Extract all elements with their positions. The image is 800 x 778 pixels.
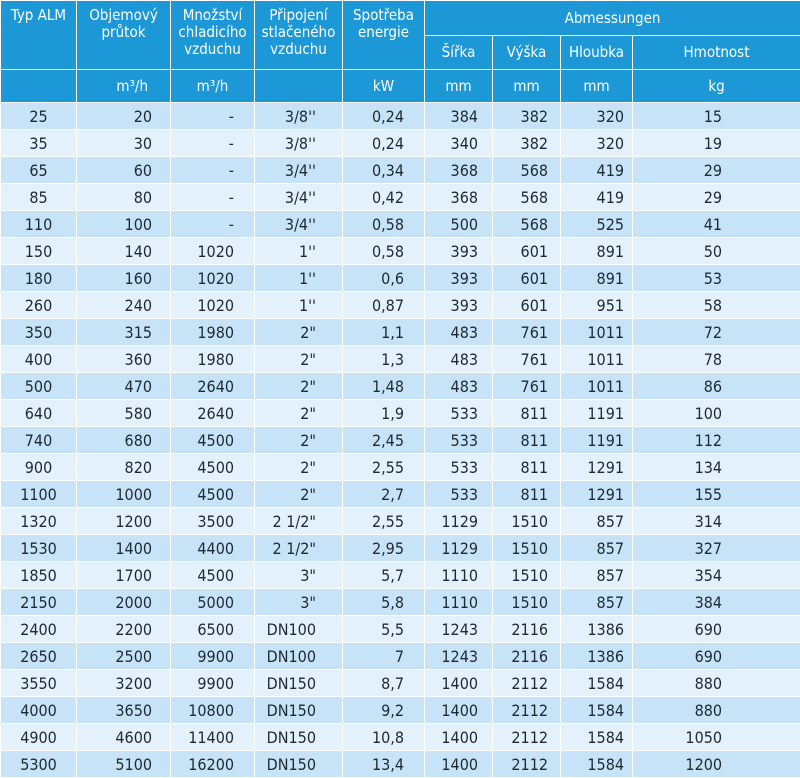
cell-pripojeni: DN150	[255, 670, 343, 697]
cell-sirka: 533	[425, 481, 493, 508]
cell-typ: 900	[1, 454, 77, 481]
cell-hloubka: 1584	[561, 670, 633, 697]
cell-sirka: 1243	[425, 643, 493, 670]
cell-spotreba: 1,1	[343, 319, 425, 346]
cell-sirka: 483	[425, 319, 493, 346]
unit-pripojeni	[255, 70, 343, 103]
cell-vyska: 2116	[493, 616, 561, 643]
table-row	[1, 724, 800, 751]
cell-vyska: 1510	[493, 508, 561, 535]
cell-typ: 110	[1, 211, 77, 238]
cell-sirka: 1129	[425, 535, 493, 562]
cell-sirka: 1400	[425, 670, 493, 697]
cell-typ: 400	[1, 346, 77, 373]
cell-sirka: 483	[425, 346, 493, 373]
cell-typ: 2650	[1, 643, 77, 670]
cell-mnozstvi: -	[171, 211, 255, 238]
cell-prutok: 4600	[77, 724, 171, 751]
cell-mnozstvi: 4500	[171, 481, 255, 508]
cell-spotreba: 0,87	[343, 292, 425, 319]
cell-hmotnost: 72	[633, 319, 800, 346]
unit-sirka: mm	[425, 70, 493, 103]
cell-hmotnost: 155	[633, 481, 800, 508]
unit-vyska: mm	[493, 70, 561, 103]
cell-prutok: 3200	[77, 670, 171, 697]
cell-typ: 150	[1, 238, 77, 265]
cell-prutok: 30	[77, 130, 171, 157]
table-row	[1, 643, 800, 670]
cell-sirka: 1129	[425, 508, 493, 535]
cell-spotreba: 5,7	[343, 562, 425, 589]
cell-hmotnost: 134	[633, 454, 800, 481]
cell-hmotnost: 41	[633, 211, 800, 238]
cell-hloubka: 951	[561, 292, 633, 319]
cell-pripojeni: 1''	[255, 292, 343, 319]
cell-hloubka: 320	[561, 130, 633, 157]
cell-typ: 25	[1, 103, 77, 130]
cell-vyska: 601	[493, 265, 561, 292]
table-row	[1, 292, 800, 319]
cell-hmotnost: 384	[633, 589, 800, 616]
cell-mnozstvi: 4500	[171, 454, 255, 481]
table-row	[1, 751, 800, 778]
cell-prutok: 2000	[77, 589, 171, 616]
table-row	[1, 103, 800, 130]
cell-vyska: 601	[493, 238, 561, 265]
cell-pripojeni: 3/8''	[255, 130, 343, 157]
cell-vyska: 2116	[493, 643, 561, 670]
cell-vyska: 2112	[493, 697, 561, 724]
cell-pripojeni: 2"	[255, 319, 343, 346]
cell-typ: 35	[1, 130, 77, 157]
cell-vyska: 1510	[493, 535, 561, 562]
cell-hloubka: 1191	[561, 427, 633, 454]
cell-hmotnost: 86	[633, 373, 800, 400]
cell-prutok: 80	[77, 184, 171, 211]
cell-pripojeni: 2 1/2"	[255, 535, 343, 562]
cell-pripojeni: 3/8''	[255, 103, 343, 130]
table-row	[1, 373, 800, 400]
cell-mnozstvi: 1980	[171, 346, 255, 373]
cell-typ: 85	[1, 184, 77, 211]
cell-prutok: 820	[77, 454, 171, 481]
cell-spotreba: 9,2	[343, 697, 425, 724]
table-row	[1, 508, 800, 535]
cell-sirka: 1110	[425, 589, 493, 616]
cell-typ: 740	[1, 427, 77, 454]
cell-hloubka: 419	[561, 157, 633, 184]
table-row	[1, 346, 800, 373]
unit-hmotnost: kg	[633, 70, 800, 103]
cell-mnozstvi: 3500	[171, 508, 255, 535]
unit-hloubka: mm	[561, 70, 633, 103]
cell-pripojeni: 3/4''	[255, 211, 343, 238]
cell-hloubka: 1011	[561, 319, 633, 346]
cell-typ: 350	[1, 319, 77, 346]
cell-hmotnost: 327	[633, 535, 800, 562]
cell-pripojeni: 3/4''	[255, 157, 343, 184]
unit-typ	[1, 70, 77, 103]
cell-spotreba: 13,4	[343, 751, 425, 778]
cell-spotreba: 0,34	[343, 157, 425, 184]
header-vyska: Výška	[493, 36, 561, 70]
table-row	[1, 535, 800, 562]
cell-mnozstvi: 11400	[171, 724, 255, 751]
cell-prutok: 680	[77, 427, 171, 454]
cell-prutok: 360	[77, 346, 171, 373]
cell-spotreba: 0,58	[343, 211, 425, 238]
cell-mnozstvi: 6500	[171, 616, 255, 643]
cell-pripojeni: 1''	[255, 238, 343, 265]
cell-hmotnost: 880	[633, 697, 800, 724]
table-row	[1, 400, 800, 427]
cell-vyska: 1510	[493, 562, 561, 589]
cell-vyska: 761	[493, 319, 561, 346]
cell-prutok: 140	[77, 238, 171, 265]
cell-sirka: 533	[425, 400, 493, 427]
cell-mnozstvi: 5000	[171, 589, 255, 616]
cell-hmotnost: 880	[633, 670, 800, 697]
cell-typ: 260	[1, 292, 77, 319]
cell-spotreba: 1,48	[343, 373, 425, 400]
cell-prutok: 1400	[77, 535, 171, 562]
cell-spotreba: 0,58	[343, 238, 425, 265]
table-row	[1, 616, 800, 643]
cell-pripojeni: DN150	[255, 751, 343, 778]
cell-mnozstvi: 9900	[171, 643, 255, 670]
cell-hloubka: 891	[561, 238, 633, 265]
cell-hloubka: 419	[561, 184, 633, 211]
cell-hmotnost: 78	[633, 346, 800, 373]
cell-pripojeni: 1''	[255, 265, 343, 292]
cell-mnozstvi: 2640	[171, 373, 255, 400]
cell-hloubka: 891	[561, 265, 633, 292]
cell-pripojeni: 2"	[255, 454, 343, 481]
cell-vyska: 2112	[493, 724, 561, 751]
cell-prutok: 20	[77, 103, 171, 130]
cell-pripojeni: DN100	[255, 616, 343, 643]
cell-pripojeni: 2"	[255, 400, 343, 427]
header-hloubka: Hloubka	[561, 36, 633, 70]
cell-pripojeni: 2"	[255, 373, 343, 400]
cell-hmotnost: 29	[633, 157, 800, 184]
cell-sirka: 340	[425, 130, 493, 157]
cell-mnozstvi: 4500	[171, 427, 255, 454]
table-row	[1, 427, 800, 454]
cell-hmotnost: 58	[633, 292, 800, 319]
cell-typ: 180	[1, 265, 77, 292]
table-row	[1, 184, 800, 211]
table-row	[1, 211, 800, 238]
cell-typ: 2400	[1, 616, 77, 643]
cell-sirka: 1400	[425, 697, 493, 724]
unit-prutok: m³/h	[77, 70, 171, 103]
header-pripojeni: Připojení stlačeného vzduchu	[255, 1, 343, 70]
cell-vyska: 761	[493, 346, 561, 373]
cell-pripojeni: 2"	[255, 481, 343, 508]
cell-hloubka: 1191	[561, 400, 633, 427]
table-header	[1, 1, 800, 103]
cell-vyska: 382	[493, 103, 561, 130]
cell-mnozstvi: 4500	[171, 562, 255, 589]
cell-mnozstvi: -	[171, 103, 255, 130]
cell-sirka: 1243	[425, 616, 493, 643]
cell-prutok: 3650	[77, 697, 171, 724]
table-row	[1, 697, 800, 724]
cell-mnozstvi: 1020	[171, 265, 255, 292]
cell-hloubka: 320	[561, 103, 633, 130]
cell-hmotnost: 100	[633, 400, 800, 427]
cell-hmotnost: 1200	[633, 751, 800, 778]
cell-spotreba: 2,95	[343, 535, 425, 562]
cell-spotreba: 10,8	[343, 724, 425, 751]
table-row	[1, 454, 800, 481]
cell-typ: 2150	[1, 589, 77, 616]
cell-prutok: 2200	[77, 616, 171, 643]
cell-spotreba: 1,3	[343, 346, 425, 373]
table-row	[1, 157, 800, 184]
table-row	[1, 265, 800, 292]
cell-typ: 4000	[1, 697, 77, 724]
cell-mnozstvi: 1020	[171, 238, 255, 265]
cell-typ: 1320	[1, 508, 77, 535]
cell-mnozstvi: 2640	[171, 400, 255, 427]
cell-hloubka: 857	[561, 535, 633, 562]
header-hmotnost: Hmotnost	[633, 36, 800, 70]
cell-hloubka: 1584	[561, 751, 633, 778]
cell-prutok: 1700	[77, 562, 171, 589]
cell-vyska: 2112	[493, 670, 561, 697]
cell-mnozstvi: 16200	[171, 751, 255, 778]
cell-prutok: 2500	[77, 643, 171, 670]
header-typ: Typ ALM	[1, 1, 77, 70]
cell-typ: 65	[1, 157, 77, 184]
cell-sirka: 533	[425, 427, 493, 454]
cell-hmotnost: 314	[633, 508, 800, 535]
cell-prutok: 470	[77, 373, 171, 400]
cell-pripojeni: 2"	[255, 346, 343, 373]
cell-pripojeni: 3"	[255, 589, 343, 616]
cell-typ: 4900	[1, 724, 77, 751]
cell-hmotnost: 112	[633, 427, 800, 454]
cell-prutok: 5100	[77, 751, 171, 778]
header-abmessungen: Abmessungen	[425, 1, 800, 36]
cell-typ: 1100	[1, 481, 77, 508]
cell-typ: 640	[1, 400, 77, 427]
cell-vyska: 568	[493, 211, 561, 238]
cell-hmotnost: 354	[633, 562, 800, 589]
cell-sirka: 393	[425, 238, 493, 265]
cell-hmotnost: 29	[633, 184, 800, 211]
cell-spotreba: 0,42	[343, 184, 425, 211]
cell-typ: 500	[1, 373, 77, 400]
cell-spotreba: 5,8	[343, 589, 425, 616]
cell-spotreba: 2,7	[343, 481, 425, 508]
cell-pripojeni: 3/4''	[255, 184, 343, 211]
cell-hloubka: 1011	[561, 346, 633, 373]
cell-mnozstvi: 9900	[171, 670, 255, 697]
table-row	[1, 130, 800, 157]
cell-hmotnost: 19	[633, 130, 800, 157]
cell-vyska: 811	[493, 400, 561, 427]
table-row	[1, 589, 800, 616]
cell-mnozstvi: -	[171, 130, 255, 157]
cell-hloubka: 1386	[561, 643, 633, 670]
cell-hloubka: 1584	[561, 697, 633, 724]
cell-sirka: 533	[425, 454, 493, 481]
cell-hloubka: 1386	[561, 616, 633, 643]
table-row	[1, 562, 800, 589]
cell-spotreba: 2,55	[343, 454, 425, 481]
cell-hloubka: 857	[561, 508, 633, 535]
table-row	[1, 238, 800, 265]
cell-prutok: 240	[77, 292, 171, 319]
table-row	[1, 319, 800, 346]
cell-pripojeni: DN150	[255, 724, 343, 751]
cell-vyska: 601	[493, 292, 561, 319]
cell-prutok: 60	[77, 157, 171, 184]
cell-spotreba: 2,55	[343, 508, 425, 535]
cell-spotreba: 5,5	[343, 616, 425, 643]
cell-sirka: 1400	[425, 724, 493, 751]
cell-pripojeni: DN100	[255, 643, 343, 670]
cell-vyska: 811	[493, 427, 561, 454]
cell-pripojeni: 2"	[255, 427, 343, 454]
cell-vyska: 1510	[493, 589, 561, 616]
cell-prutok: 315	[77, 319, 171, 346]
cell-mnozstvi: 1980	[171, 319, 255, 346]
cell-hloubka: 1291	[561, 481, 633, 508]
cell-hmotnost: 690	[633, 616, 800, 643]
cell-spotreba: 1,9	[343, 400, 425, 427]
cell-typ: 5300	[1, 751, 77, 778]
cell-mnozstvi: 1020	[171, 292, 255, 319]
cell-prutok: 100	[77, 211, 171, 238]
cell-spotreba: 2,45	[343, 427, 425, 454]
cell-vyska: 811	[493, 481, 561, 508]
cell-vyska: 811	[493, 454, 561, 481]
cell-prutok: 1000	[77, 481, 171, 508]
cell-spotreba: 0,24	[343, 103, 425, 130]
cell-sirka: 393	[425, 265, 493, 292]
cell-hloubka: 857	[561, 562, 633, 589]
cell-mnozstvi: -	[171, 184, 255, 211]
cell-pripojeni: 2 1/2"	[255, 508, 343, 535]
header-sirka: Šířka	[425, 36, 493, 70]
cell-pripojeni: DN150	[255, 697, 343, 724]
cell-prutok: 160	[77, 265, 171, 292]
header-spotreba: Spotřeba energie	[343, 1, 425, 70]
cell-typ: 3550	[1, 670, 77, 697]
cell-sirka: 1110	[425, 562, 493, 589]
cell-hloubka: 1291	[561, 454, 633, 481]
cell-sirka: 384	[425, 103, 493, 130]
cell-hloubka: 525	[561, 211, 633, 238]
cell-hmotnost: 15	[633, 103, 800, 130]
cell-hloubka: 857	[561, 589, 633, 616]
cell-hmotnost: 50	[633, 238, 800, 265]
header-prutok: Objemový průtok	[77, 1, 171, 70]
cell-sirka: 483	[425, 373, 493, 400]
cell-hmotnost: 53	[633, 265, 800, 292]
cell-sirka: 500	[425, 211, 493, 238]
cell-hmotnost: 690	[633, 643, 800, 670]
table-body	[1, 103, 800, 778]
cell-sirka: 368	[425, 184, 493, 211]
cell-spotreba: 0,24	[343, 130, 425, 157]
cell-vyska: 568	[493, 184, 561, 211]
table-row	[1, 670, 800, 697]
cell-vyska: 761	[493, 373, 561, 400]
cell-spotreba: 0,6	[343, 265, 425, 292]
cell-vyska: 2112	[493, 751, 561, 778]
cell-spotreba: 8,7	[343, 670, 425, 697]
table-row	[1, 481, 800, 508]
cell-prutok: 1200	[77, 508, 171, 535]
cell-vyska: 568	[493, 157, 561, 184]
cell-typ: 1850	[1, 562, 77, 589]
unit-spotreba: kW	[343, 70, 425, 103]
cell-typ: 1530	[1, 535, 77, 562]
unit-mnozstvi: m³/h	[171, 70, 255, 103]
cell-hloubka: 1584	[561, 724, 633, 751]
cell-sirka: 368	[425, 157, 493, 184]
cell-hloubka: 1011	[561, 373, 633, 400]
cell-sirka: 1400	[425, 751, 493, 778]
cell-hmotnost: 1050	[633, 724, 800, 751]
cell-vyska: 382	[493, 130, 561, 157]
cell-mnozstvi: 10800	[171, 697, 255, 724]
cell-mnozstvi: -	[171, 157, 255, 184]
cell-sirka: 393	[425, 292, 493, 319]
cell-mnozstvi: 4400	[171, 535, 255, 562]
cell-pripojeni: 3"	[255, 562, 343, 589]
header-mnozstvi: Množství chladicího vzduchu	[171, 1, 255, 70]
cell-prutok: 580	[77, 400, 171, 427]
cell-spotreba: 7	[343, 643, 425, 670]
